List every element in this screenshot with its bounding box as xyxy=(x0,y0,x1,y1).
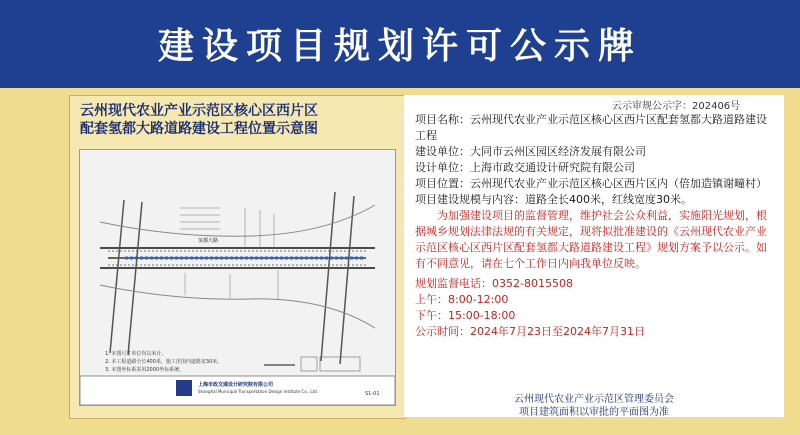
drawing-note-2: 2. 本工程道路全长400米，施工范围内道路宽30米。 xyxy=(105,359,223,365)
notice-period: 公示时间：2024年7月23日至2024年7月31日 xyxy=(415,325,645,338)
company-name-en: Shanghai Municipal Transportation Design Institute Co., Ltd. xyxy=(198,389,318,394)
drawing-note-3: 3. 本图坐标系采用2000坐标系统。 xyxy=(105,367,185,373)
pm-hours: 下午：15:00-18:00 xyxy=(415,309,516,322)
drawing-note-1: 1. 本图尺寸单位均以米计。 xyxy=(105,351,167,357)
hotline: 规划监督电话：0352-8015508 xyxy=(415,277,573,290)
footer-note xyxy=(404,393,784,419)
drawing-title-line-2: 配套氢都大路道路建设工程位置示意图 xyxy=(80,121,318,137)
notice-paragraph: 为加强建设项目的监督管理，维护社会公众利益，实施阳光规划，根据城乡规划法律法规的有关规定，现将拟批准建设的《云州现代农业产业示范区核心区西片区配套氢都大路道路建设工程》规划方案予以公示。如有不同意见，请在七个工作日内向我单位反映。 xyxy=(415,209,767,270)
designer: 设计单位：上海市政交通设计研究院有限公司 xyxy=(415,161,635,174)
site-drawing xyxy=(79,149,396,406)
footer-line-2: 项目建筑面积以审批的平面图为准 xyxy=(519,407,669,418)
project-name: 项目名称：云州现代农业产业示范区核心区西片区配套氢都大路道路建设工程 xyxy=(415,113,767,142)
footer-line-1: 云州现代农业产业示范区管理委员会 xyxy=(514,394,674,405)
notice-number: 云示审规公示字：202406号 xyxy=(612,101,741,112)
project-scale: 项目建设规模与内容：道路全长400米，红线宽度30米。 xyxy=(415,193,692,206)
site-drawing-svg xyxy=(80,150,395,405)
road-name-label: 氢都大路 xyxy=(198,238,219,244)
banner-title: 建设项目规划许可公示牌 xyxy=(157,26,642,67)
company-name: 上海市政交通设计研究院有限公司 xyxy=(198,382,274,388)
header-banner xyxy=(0,0,800,91)
project-location: 项目位置：云州现代农业产业示范区核心区西片区内（倍加造镇谢疃村） xyxy=(415,177,767,190)
am-hours: 上午：8:00-12:00 xyxy=(415,293,509,306)
sheet-number: S1-01 xyxy=(365,391,380,397)
project-info xyxy=(415,112,775,340)
drawing-title-line-1: 云州现代农业产业示范区核心区西片区 xyxy=(80,103,318,119)
builder: 建设单位：大同市云州区园区经济发展有限公司 xyxy=(415,145,646,158)
drawing-title xyxy=(80,102,395,138)
company-logo xyxy=(176,380,192,396)
